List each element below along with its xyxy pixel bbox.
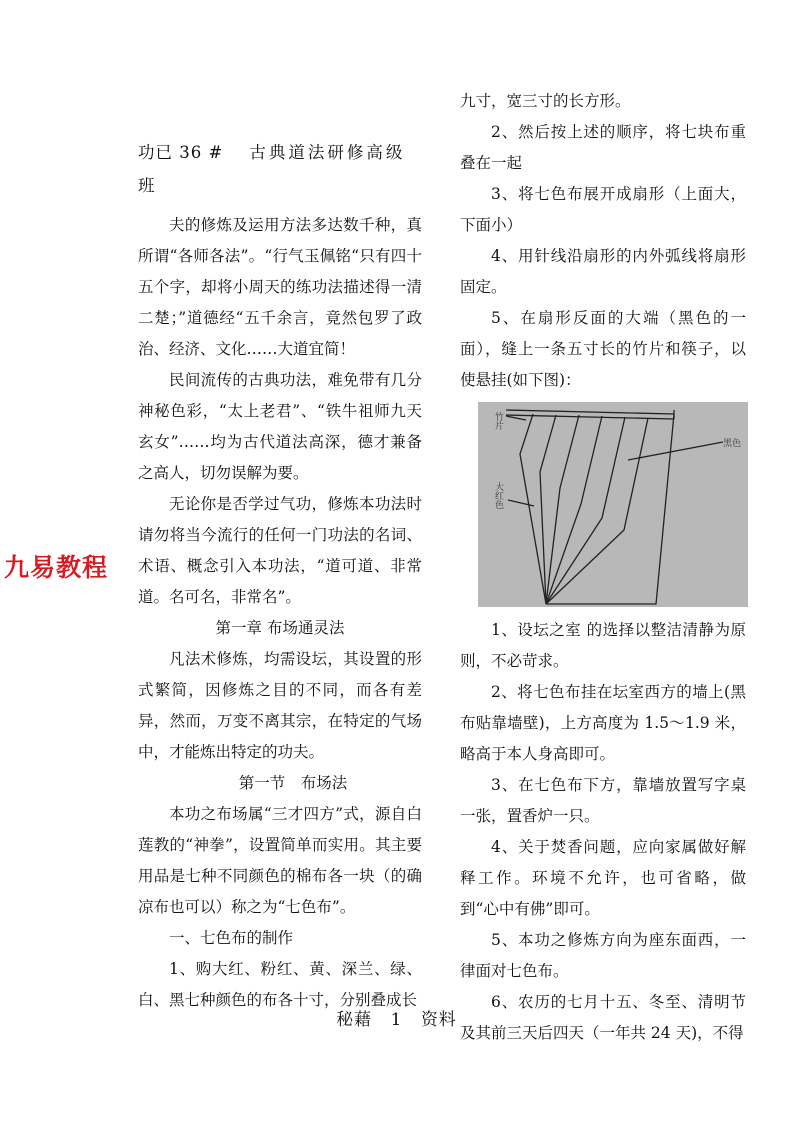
- label-leader-line: [508, 500, 534, 506]
- paragraph: 本功之布场属“三才四方”式，源自白莲教的“神拳”，设置简单而实用。其主要用品是七种不同颜色的棉布各一块（的确凉布也可以）称之为“七色布”。: [138, 805, 422, 916]
- paragraph: 4、关于焚香问题，应向家属做好解释工作。环境不允许，也可省略，做到“心中有佛”即可。: [460, 838, 746, 918]
- paragraph: 5、本功之修炼方向为座东面西，一律面对七色布。: [460, 931, 746, 980]
- paragraph: 凡法术修炼，均需设坛，其设置的形式繁简，因修炼之目的不同，而各有差异，然而，万变不离其宗，在特定的气场中，才能炼出特定的功夫。: [138, 650, 422, 761]
- label-black: 黑色: [723, 439, 742, 449]
- page-footer: [0, 1005, 793, 1030]
- title-wrap: 班: [138, 176, 156, 195]
- footer-right: 资料: [420, 1010, 457, 1030]
- page-number: 1: [390, 1010, 403, 1030]
- label-bamboo: 竹片: [493, 412, 503, 430]
- chapter-heading: 第一章 布场通灵法: [215, 619, 345, 637]
- paragraph: 1、设坛之室 的选择以整洁清静为原则，不必苛求。: [460, 621, 746, 670]
- paragraph: 4、用针线沿扇形的内外弧线将扇形固定。: [460, 247, 746, 296]
- paragraph: 6、农历的七月十五、冬至、清明节及其前三天后四天（一年共 24 天)，不得: [460, 993, 746, 1042]
- label-red: 大红色: [493, 482, 503, 509]
- cloth-layer-line: [546, 415, 579, 604]
- paragraph-continuation: 九寸，宽三寸的长方形。: [460, 92, 631, 110]
- label-leader-line: [506, 416, 526, 420]
- cloth-fan-figure: [478, 402, 748, 607]
- bamboo-strip-line: [506, 410, 674, 414]
- paragraph: 2、然后按上述的顺序，将七块布重叠在一起: [460, 123, 746, 172]
- cloth-layer-line: [546, 418, 648, 604]
- right-column: [460, 86, 746, 1049]
- section-heading: 第一节 布场法: [238, 774, 348, 792]
- cloth-layer-line: [546, 416, 602, 604]
- paragraph: 民间流传的古典功法，难免带有几分神秘色彩，“太上老君”、“铁牛祖师九天玄女”……均为古代道法高深，德才兼备之高人，切勿误解为要。: [138, 371, 422, 482]
- paragraph: 1、购大红、粉红、黄、深兰、绿、白、黑七种颜色的布各十寸，分别叠成长: [138, 960, 422, 1009]
- paragraph: 夫的修炼及运用方法多达数千种，真所谓“各师各法”。“行气玉佩铭“只有四十五个字，却将小周天的练功法描述得一清二楚；”道德经“五千余言，竟然包罗了政治、经济、文化……大道宜简！: [138, 216, 422, 358]
- left-column: [138, 136, 422, 1016]
- cloth-layer-line: [540, 415, 556, 604]
- fan-diagram: [478, 402, 748, 607]
- item-heading: 一、七色布的制作: [169, 929, 294, 947]
- paragraph: 3、在七色布下方，靠墙放置写字桌一张，置香炉一只。: [460, 776, 746, 825]
- paragraph: 3、将七色布展开成扇形（上面大，下面小）: [460, 185, 746, 234]
- paragraph: 无论你是否学过气功，修炼本功法时请勿将当今流行的任何一门功法的名词、术语、概念引入本功法，“道可道、非常道。名可名，非常名”。: [138, 495, 422, 606]
- paragraph: 5、在扇形反面的大端（黑色的一面），缝上一条五寸长的竹片和筷子，以使悬挂(如下图)：: [460, 309, 746, 389]
- footer-left: 秘藉: [336, 1010, 373, 1030]
- document-title: [138, 136, 422, 170]
- watermark-logo: 九易教程: [4, 553, 109, 582]
- title-main: 古典道法研修高级: [249, 143, 406, 162]
- title-number: 功已 36 #: [138, 143, 224, 162]
- paragraph: 2、将七色布挂在坛室西方的墙上(黑布贴靠墙壁)，上方高度为 1.5～1.9 米，略高于本人身高即可。: [460, 683, 746, 763]
